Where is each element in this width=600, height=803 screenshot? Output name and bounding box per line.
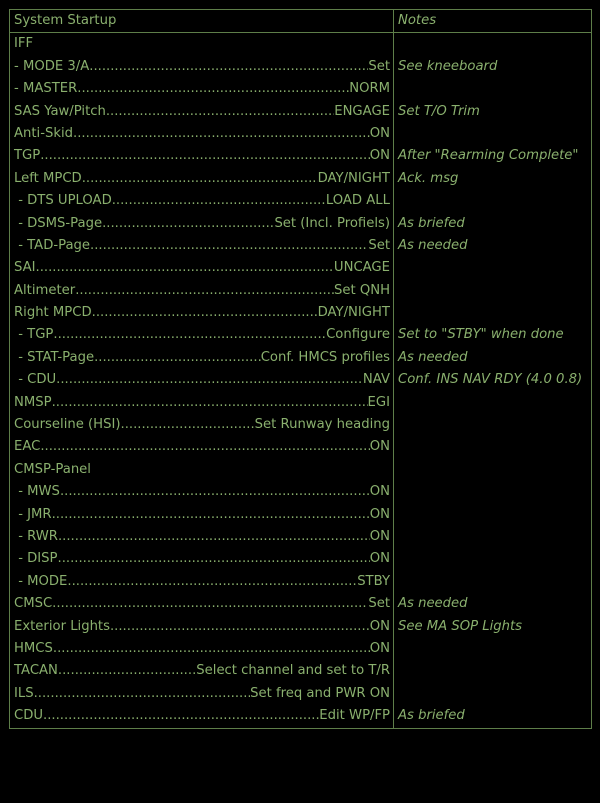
step-item-label: SAI	[14, 260, 36, 276]
checklist-step-cell	[10, 683, 394, 705]
step-item-label: Right MPCD	[14, 305, 92, 321]
checklist-row	[10, 459, 591, 481]
checklist-row	[10, 571, 591, 593]
step-action-value: Set Runway heading	[254, 417, 390, 433]
checklist-step-cell	[10, 347, 394, 369]
dot-leader	[60, 481, 370, 503]
step-item-label: - MODE 3/A	[14, 58, 90, 74]
dot-leader	[40, 436, 369, 458]
checklist-row	[10, 123, 591, 145]
checklist-step-cell	[10, 526, 394, 548]
checklist-step-cell	[10, 33, 394, 55]
dot-leader	[110, 616, 370, 638]
checklist-row	[10, 548, 591, 570]
step-action-value: ON	[369, 640, 390, 656]
checklist-step-cell	[10, 638, 394, 660]
step-note: As needed	[398, 596, 468, 612]
checklist-step-cell	[10, 168, 394, 190]
step-item-label: - DISP	[14, 551, 58, 567]
step-item-label: Altimeter	[14, 282, 76, 298]
dot-leader	[40, 145, 370, 167]
dot-leader	[53, 638, 370, 660]
step-note: Ack. msg	[398, 170, 459, 186]
checklist-step-cell	[10, 302, 394, 324]
step-action-value: Set	[368, 58, 390, 74]
checklist-step-cell	[10, 190, 394, 212]
checklist-row	[10, 369, 591, 391]
checklist-row	[10, 190, 591, 212]
checklist-row	[10, 481, 591, 503]
step-note	[394, 257, 591, 279]
step-action-value: Select channel and set to T/R	[196, 663, 390, 679]
checklist-row	[10, 638, 591, 660]
step-note	[394, 280, 591, 302]
step-item-label: - DTS UPLOAD	[14, 193, 112, 209]
step-item-label: - STAT-Page	[14, 349, 95, 365]
checklist-step-cell	[10, 414, 394, 436]
step-note	[394, 638, 591, 660]
step-item-label: Left MPCD	[14, 170, 82, 186]
checklist-step-cell	[10, 504, 394, 526]
checklist-row	[10, 616, 591, 638]
checklist-step-cell	[10, 436, 394, 458]
step-item-label: Exterior Lights	[14, 618, 110, 634]
step-note: Set to "STBY" when done	[398, 327, 564, 343]
step-item-label: TGP	[14, 148, 41, 164]
step-action-value: STBY	[357, 573, 390, 589]
step-action-value: ON	[369, 506, 390, 522]
checklist-step-cell	[10, 56, 394, 78]
step-item-label: IFF	[14, 36, 34, 52]
step-action-value: ON	[369, 618, 390, 634]
checklist-step-cell	[10, 369, 394, 391]
checklist-row	[10, 257, 591, 279]
checklist-step-cell	[10, 280, 394, 302]
dot-leader	[58, 548, 370, 570]
checklist-row	[10, 78, 591, 100]
dot-leader	[73, 123, 370, 145]
step-item-label: NMSP	[14, 394, 52, 410]
checklist-table	[9, 9, 592, 729]
step-note	[394, 526, 591, 548]
checklist-row	[10, 101, 591, 123]
dot-leader	[89, 56, 368, 78]
step-note: After "Rearming Complete"	[398, 148, 579, 164]
checklist-step-cell	[10, 145, 394, 167]
checklist-row	[10, 33, 591, 55]
step-item-label: CMSC	[14, 596, 53, 612]
step-note	[394, 481, 591, 503]
dot-leader	[82, 168, 318, 190]
step-item-label: - TGP	[14, 327, 54, 343]
checklist-step-cell	[10, 78, 394, 100]
checklist-row	[10, 145, 591, 167]
header-row	[10, 10, 591, 33]
checklist-step-cell	[10, 481, 394, 503]
step-item-label: ILS	[14, 685, 34, 701]
step-action-value: DAY/NIGHT	[317, 305, 390, 321]
step-note: As briefed	[398, 215, 465, 231]
checklist-step-cell	[10, 571, 394, 593]
checklist-row	[10, 436, 591, 458]
step-note: Set T/O Trim	[398, 103, 480, 119]
checklist-row	[10, 168, 591, 190]
step-item-label: Anti-Skid	[14, 125, 74, 141]
step-action-value: ON	[369, 125, 390, 141]
step-action-value: ON	[369, 528, 390, 544]
checklist-row	[10, 235, 591, 257]
checklist-step-cell	[10, 548, 394, 570]
step-note	[394, 302, 591, 324]
dot-leader	[52, 504, 370, 526]
dot-leader	[94, 347, 261, 369]
dot-leader	[106, 101, 334, 123]
step-item-label: HMCS	[14, 640, 53, 656]
checklist-step-cell	[10, 660, 394, 682]
checklist-row	[10, 526, 591, 548]
step-item-label: CDU	[14, 708, 44, 724]
step-item-label: - CDU	[14, 372, 57, 388]
step-action-value: NORM	[349, 81, 390, 97]
step-note	[394, 190, 591, 212]
step-action-value: Set freq and PWR ON	[250, 685, 390, 701]
step-item-label: - TAD-Page	[14, 237, 91, 253]
step-action-value: Configure	[326, 327, 390, 343]
step-item-label: TACAN	[14, 663, 58, 679]
dot-leader	[52, 593, 368, 615]
checklist-row	[10, 324, 591, 346]
step-item-label: - JMR	[14, 506, 52, 522]
step-item-label: - MASTER	[14, 81, 78, 97]
step-action-value: ON	[369, 148, 390, 164]
dot-leader	[92, 302, 318, 324]
step-note: As needed	[398, 237, 468, 253]
checklist-row	[10, 593, 591, 615]
checklist-row	[10, 414, 591, 436]
checklist-step-cell	[10, 257, 394, 279]
step-action-value: NAV	[362, 372, 390, 388]
checklist-step-cell	[10, 235, 394, 257]
step-note	[394, 436, 591, 458]
dot-leader	[34, 683, 250, 705]
checklist-step-cell	[10, 459, 394, 481]
checklist-row	[10, 347, 591, 369]
step-note: See MA SOP Lights	[398, 618, 523, 634]
dot-leader	[90, 235, 368, 257]
step-note: Conf. INS NAV RDY (4.0 0.8)	[398, 372, 583, 388]
dot-leader	[36, 257, 334, 279]
step-action-value: EGI	[367, 394, 390, 410]
step-action-value: DAY/NIGHT	[317, 170, 390, 186]
step-action-value: Set	[368, 237, 390, 253]
step-note: As briefed	[398, 708, 465, 724]
step-note	[394, 660, 591, 682]
step-item-label: Courseline (HSI)	[14, 417, 121, 433]
step-item-label: - MWS	[14, 484, 60, 500]
dot-leader	[58, 660, 196, 682]
checklist-step-cell	[10, 593, 394, 615]
step-item-label: - MODE	[14, 573, 68, 589]
step-item-label: CMSP-Panel	[14, 461, 91, 477]
step-note	[394, 504, 591, 526]
checklist-row	[10, 683, 591, 705]
step-action-value: ON	[369, 551, 390, 567]
step-note: As needed	[398, 349, 468, 365]
step-note	[394, 78, 591, 100]
column-header-system-startup: System Startup	[10, 10, 394, 32]
dot-leader	[56, 369, 363, 391]
dot-leader	[75, 280, 334, 302]
checklist-row	[10, 280, 591, 302]
step-item-label: - RWR	[14, 528, 58, 544]
step-note	[394, 33, 591, 55]
checklist-row	[10, 392, 591, 414]
checklist-step-cell	[10, 101, 394, 123]
checklist-step-cell	[10, 392, 394, 414]
checklist-row	[10, 56, 591, 78]
step-note	[394, 571, 591, 593]
step-action-value: UNCAGE	[333, 260, 390, 276]
step-note	[394, 459, 591, 481]
checklist-step-cell	[10, 213, 394, 235]
column-header-notes: Notes	[398, 13, 437, 28]
dot-leader	[58, 526, 370, 548]
dot-leader	[77, 78, 349, 100]
dot-leader	[52, 392, 368, 414]
step-action-value: Conf. HMCS profiles	[260, 349, 390, 365]
step-item-label: SAS Yaw/Pitch	[14, 103, 106, 119]
step-action-value: ON	[369, 484, 390, 500]
step-note: See kneeboard	[398, 58, 498, 74]
checklist-row	[10, 705, 591, 727]
dot-leader	[53, 324, 326, 346]
checklist-row	[10, 213, 591, 235]
dot-leader	[112, 190, 326, 212]
step-item-label: EAC	[14, 439, 41, 455]
step-action-value: ENGAGE	[334, 103, 390, 119]
checklist-row	[10, 504, 591, 526]
step-action-value: ON	[369, 439, 390, 455]
step-action-value: Set (Incl. Profiels)	[274, 215, 390, 231]
checklist-rows	[10, 33, 591, 727]
step-action-value: Set	[368, 596, 390, 612]
step-note	[394, 548, 591, 570]
dot-leader	[43, 705, 319, 727]
dot-leader	[102, 213, 274, 235]
checklist-row	[10, 302, 591, 324]
dot-leader	[121, 414, 255, 436]
checklist-row	[10, 660, 591, 682]
step-note	[394, 123, 591, 145]
step-item-label: - DSMS-Page	[14, 215, 103, 231]
step-action-value: Set QNH	[333, 282, 390, 298]
step-note	[394, 414, 591, 436]
dot-leader	[67, 571, 357, 593]
checklist-step-cell	[10, 324, 394, 346]
step-action-value: LOAD ALL	[325, 193, 390, 209]
step-note	[394, 683, 591, 705]
step-action-value: Edit WP/FP	[319, 708, 390, 724]
checklist-step-cell	[10, 705, 394, 727]
checklist-step-cell	[10, 616, 394, 638]
step-note	[394, 392, 591, 414]
checklist-step-cell	[10, 123, 394, 145]
